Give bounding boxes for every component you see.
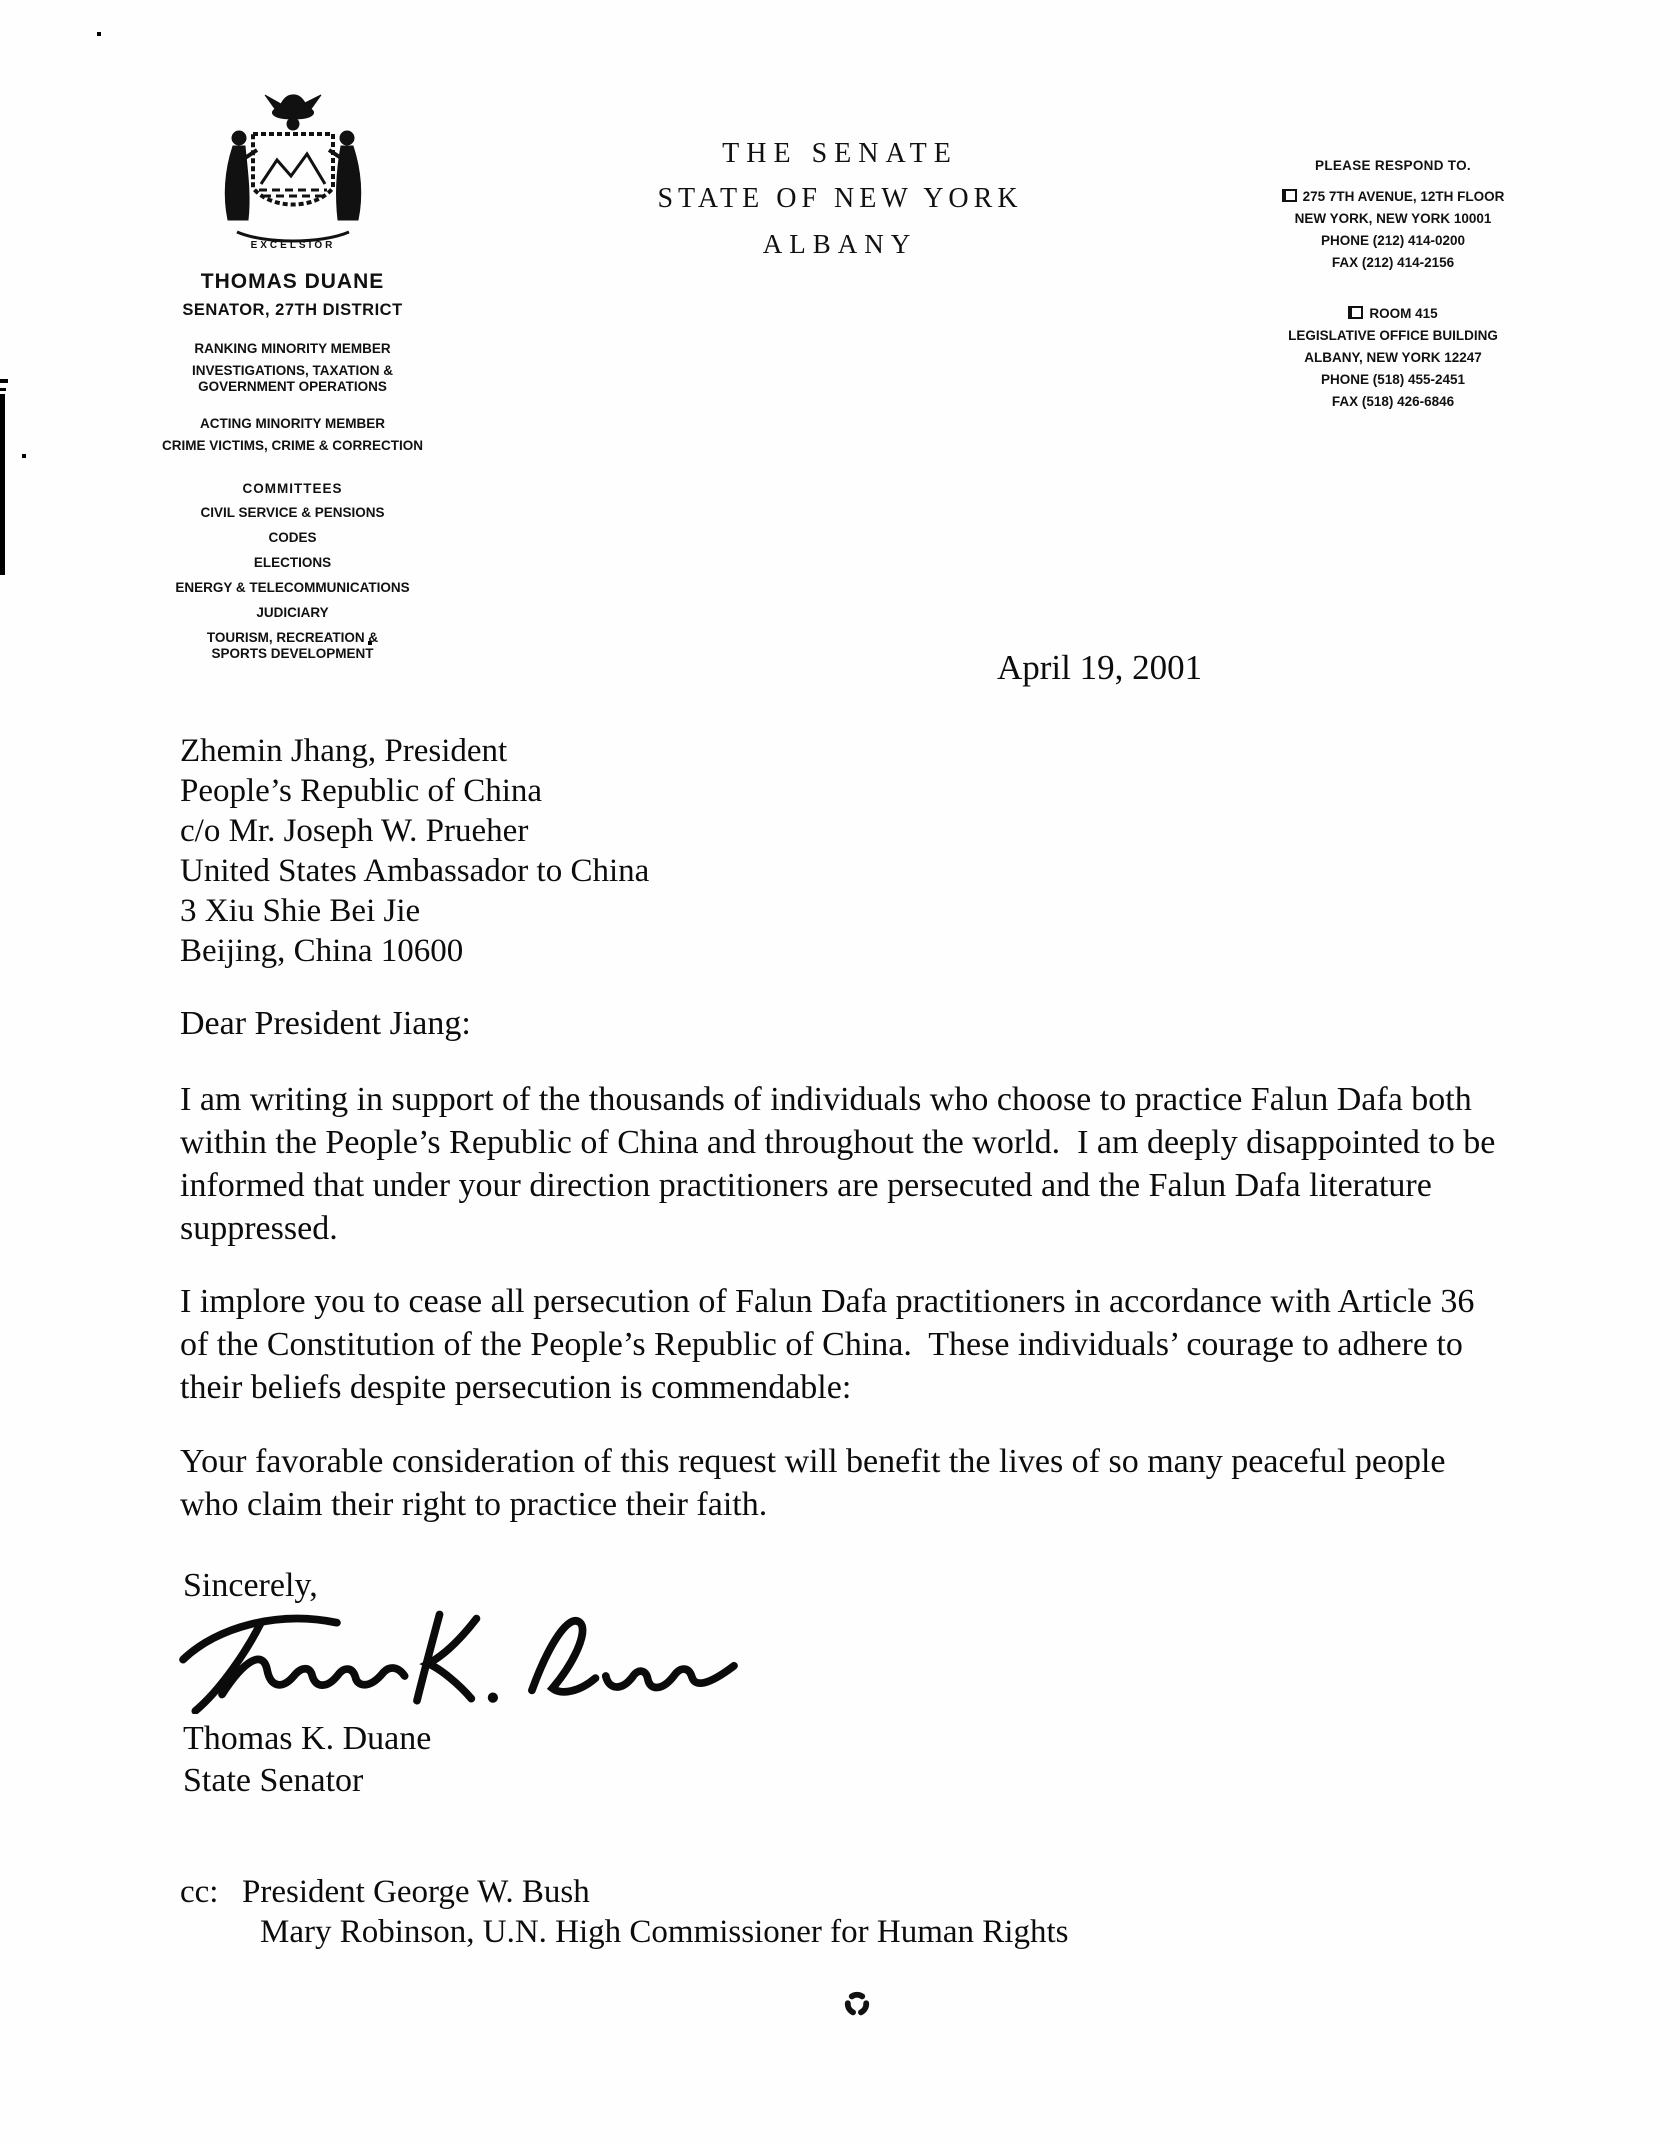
seal-motto: EXCELSIOR: [250, 240, 335, 251]
committee-item: TOURISM, RECREATION & SPORTS DEVELOPMENT: [206, 630, 379, 661]
signature-block: [183, 1718, 431, 1802]
letterhead-left-column: [95, 88, 490, 662]
state-heading: STATE OF NEW YORK: [657, 183, 1023, 214]
checkbox-icon: [1282, 189, 1297, 202]
role-committee: CRIME VICTIMS, CRIME & CORRECTION: [161, 438, 423, 453]
committee-item: ENERGY & TELECOMMUNICATIONS: [175, 580, 410, 595]
recycle-icon: [843, 1990, 871, 2023]
senator-title: SENATOR, 27TH DISTRICT: [182, 301, 403, 319]
letter-date: April 19, 2001: [997, 648, 1203, 687]
recipient-address: [180, 731, 649, 971]
address-line: FAX (518) 426-6846: [1331, 394, 1455, 409]
scan-speckle: [97, 32, 101, 36]
address-line: NEW YORK, NEW YORK 10001: [1294, 211, 1492, 226]
body-paragraph-3: Your favorable consideration of this request will benefit the lives of so many peaceful people who claim their right to practice their faith.: [180, 1443, 1455, 1523]
cc-block: [180, 1872, 1068, 1952]
address-line: PHONE (212) 414-0200: [1320, 233, 1466, 248]
ny-state-seal: [95, 88, 490, 260]
address-line: PHONE (518) 455-2451: [1320, 372, 1466, 387]
committee-item: CODES: [268, 530, 317, 545]
cc-label: cc:: [180, 1874, 219, 1910]
address-line: FAX (212) 414-2156: [1331, 255, 1455, 270]
body-paragraph-2: I implore you to cease all persecution of Falun Dafa practitioners in accordance with Article 36 of the Constitution of the People’s Republic of China. These individuals’ courage to adhere to their beliefs despite persecution is commendable:: [180, 1283, 1483, 1406]
handwritten-signature: [168, 1596, 748, 1719]
respond-address-nyc: [1248, 186, 1538, 274]
role-committee: GOVERNMENT OPERATIONS: [198, 379, 387, 394]
address-line: ROOM 415: [1369, 306, 1438, 321]
respond-to-heading: PLEASE RESPOND TO.: [1315, 158, 1471, 173]
role-name: ACTING MINORITY MEMBER: [200, 416, 385, 431]
recipient-line: 3 Xiu Shie Bei Jie: [180, 893, 421, 929]
address-line: LEGISLATIVE OFFICE BUILDING: [1288, 328, 1498, 343]
committees-heading: COMMITTEES: [242, 481, 343, 496]
role-name: RANKING MINORITY MEMBER: [194, 341, 391, 356]
letterhead-center: [657, 138, 1022, 260]
address-line: 275 7TH AVENUE, 12TH FLOOR: [1302, 189, 1505, 204]
role-block: [95, 416, 490, 454]
senate-heading: THE SENATE: [722, 138, 958, 169]
committee-item: ELECTIONS: [253, 555, 332, 570]
recipient-line: Zhemin Jhang, President: [180, 733, 508, 769]
scan-artifact: [0, 379, 8, 383]
body-paragraph-1: I am writing in support of the thousands of individuals who choose to practice Falun Dafa both within the People’s Republic of China and throughout the world. I am deeply disappointed to be informed that under your direction practitioners are persecuted and the Falun Dafa literature suppressed.: [180, 1081, 1504, 1247]
respond-to-block: [1248, 155, 1538, 442]
role-block: [95, 341, 490, 395]
closing: Sincerely,: [183, 1567, 318, 1604]
committee-item: CIVIL SERVICE & PENSIONS: [200, 505, 385, 520]
scan-artifact-line: [0, 394, 5, 575]
signer-name: Thomas K. Duane: [183, 1720, 432, 1757]
address-line: ALBANY, NEW YORK 12247: [1304, 350, 1482, 365]
cc-recipient: Mary Robinson, U.N. High Commissioner for Human Rights: [260, 1914, 1069, 1950]
salutation: Dear President Jiang:: [180, 1005, 471, 1042]
respond-address-albany: [1248, 303, 1538, 413]
recipient-line: People’s Republic of China: [180, 773, 543, 809]
recipient-line: c/o Mr. Joseph W. Prueher: [180, 813, 529, 849]
city-heading: ALBANY: [762, 229, 918, 259]
checkbox-icon: [1348, 306, 1363, 319]
signer-title: State Senator: [183, 1762, 364, 1799]
scan-artifact: [0, 388, 6, 391]
cc-recipient: President George W. Bush: [242, 1874, 590, 1910]
senator-name: THOMAS DUANE: [200, 270, 385, 293]
recipient-line: United States Ambassador to China: [180, 853, 650, 889]
recipient-line: Beijing, China 10600: [180, 933, 464, 969]
role-committee: INVESTIGATIONS, TAXATION &: [191, 363, 393, 378]
scan-speckle: [22, 454, 26, 458]
committee-item: JUDICIARY: [256, 605, 329, 620]
